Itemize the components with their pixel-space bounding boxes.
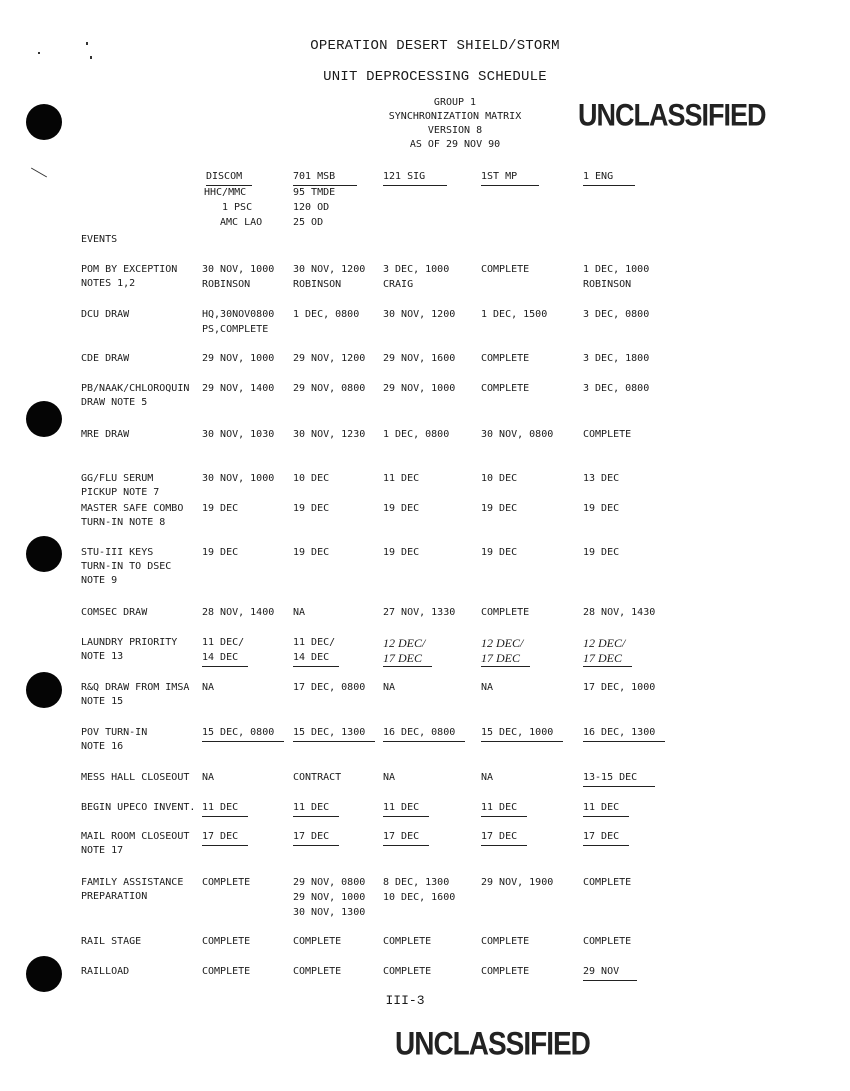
event-label: MAIL ROOM CLOSEOUT [81, 831, 190, 842]
schedule-cell: 17 DEC, 0800 [293, 682, 366, 693]
schedule-cell: 10 DEC [293, 473, 330, 484]
event-label: MRE DRAW [81, 429, 130, 440]
schedule-cell: 1 DEC, 0800 [383, 429, 450, 440]
event-label: NOTE 13 [81, 651, 124, 662]
schedule-cell: COMPLETE [481, 353, 530, 364]
schedule-cell: 12 DEC/ [481, 636, 524, 650]
schedule-cell: 30 NOV, 1000 [202, 264, 275, 275]
schedule-cell: COMPLETE [293, 966, 342, 977]
schedule-cell: 11 DEC [583, 801, 629, 817]
schedule-cell: 17 DEC [583, 651, 632, 667]
column-header: 1ST MP [481, 170, 539, 186]
event-label: R&Q DRAW FROM IMSA [81, 682, 190, 693]
schedule-cell: COMPLETE [481, 966, 530, 977]
column-subheader: AMC LAO [220, 217, 263, 228]
event-label: MESS HALL CLOSEOUT [81, 772, 190, 783]
event-label: BEGIN UPECO INVENT. [81, 802, 196, 813]
schedule-cell: 3 DEC, 0800 [583, 309, 650, 320]
schedule-cell: 12 DEC/ [383, 636, 426, 650]
schedule-cell: 30 NOV, 1200 [293, 264, 366, 275]
schedule-cell: 17 DEC [383, 651, 432, 667]
schedule-cell: 13 DEC [583, 473, 620, 484]
version-label: VERSION 8 [427, 125, 483, 136]
column-subheader: 1 PSC [222, 202, 253, 213]
schedule-cell: 3 DEC, 0800 [583, 383, 650, 394]
schedule-cell: 29 NOV, 0800 [293, 383, 366, 394]
schedule-cell: 12 DEC/ [583, 636, 626, 650]
schedule-cell: NA [202, 772, 215, 783]
schedule-cell: 19 DEC [293, 503, 330, 514]
punch-hole [26, 672, 62, 708]
schedule-cell: 27 NOV, 1330 [383, 607, 456, 618]
event-label: GG/FLU SERUM [81, 473, 154, 484]
punch-hole [26, 104, 62, 140]
schedule-cell: 29 NOV, 1900 [481, 877, 554, 888]
event-label: CDE DRAW [81, 353, 130, 364]
event-label: MASTER SAFE COMBO [81, 503, 184, 514]
schedule-cell: 11 DEC [481, 801, 527, 817]
schedule-cell: 29 NOV, 1000 [383, 383, 456, 394]
event-label: RAILLOAD [81, 966, 130, 977]
schedule-cell: 19 DEC [583, 547, 620, 558]
schedule-cell: NA [202, 682, 215, 693]
schedule-cell: ROBINSON [293, 279, 342, 290]
event-label: POV TURN-IN [81, 727, 148, 738]
schedule-cell: COMPLETE [383, 936, 432, 947]
schedule-cell: COMPLETE [481, 264, 530, 275]
page-number: III-3 [385, 993, 425, 1008]
schedule-cell: 29 NOV [583, 965, 637, 981]
schedule-cell: 17 DEC [293, 830, 339, 846]
schedule-cell: ROBINSON [202, 279, 251, 290]
schedule-cell: 30 NOV, 1200 [383, 309, 456, 320]
schedule-cell: COMPLETE [202, 936, 251, 947]
schedule-cell: 11 DEC/ [202, 637, 245, 648]
schedule-cell: 28 NOV, 1400 [202, 607, 275, 618]
schedule-cell: 11 DEC [293, 801, 339, 817]
schedule-cell: 14 DEC [293, 651, 339, 667]
schedule-cell: 29 NOV, 1600 [383, 353, 456, 364]
doc-title: OPERATION DESERT SHIELD/STORM [310, 38, 560, 54]
schedule-cell: 19 DEC [583, 503, 620, 514]
punch-hole [26, 536, 62, 572]
column-subheader: 120 OD [293, 202, 330, 213]
schedule-cell: 17 DEC [383, 830, 429, 846]
matrix-label: SYNCHRONIZATION MATRIX [388, 111, 522, 122]
schedule-cell: 19 DEC [293, 547, 330, 558]
schedule-cell: 1 DEC, 0800 [293, 309, 360, 320]
schedule-cell: COMPLETE [481, 383, 530, 394]
schedule-cell: 17 DEC, 1000 [583, 682, 656, 693]
schedule-cell: 3 DEC, 1000 [383, 264, 450, 275]
event-label: POM BY EXCEPTION [81, 264, 178, 275]
schedule-cell: 19 DEC [481, 547, 518, 558]
schedule-cell: 30 NOV, 0800 [481, 429, 554, 440]
schedule-cell: 15 DEC, 0800 [202, 726, 284, 742]
schedule-cell: 8 DEC, 1300 [383, 877, 450, 888]
schedule-cell: COMPLETE [583, 429, 632, 440]
schedule-cell: 11 DEC [383, 801, 429, 817]
column-header: 1 ENG [583, 170, 635, 186]
schedule-cell: NA [481, 772, 494, 783]
event-label: TURN-IN TO DSEC [81, 561, 172, 572]
schedule-cell: ROBINSON [583, 279, 632, 290]
schedule-cell: 19 DEC [202, 503, 239, 514]
column-header: 701 MSB [293, 170, 357, 186]
schedule-cell: HQ,30NOV0800 [202, 309, 275, 320]
schedule-cell: 19 DEC [202, 547, 239, 558]
schedule-cell: 16 DEC, 1300 [583, 726, 665, 742]
schedule-cell: 17 DEC [202, 830, 248, 846]
schedule-cell: 30 NOV, 1230 [293, 429, 366, 440]
event-label: PB/NAAK/CHLOROQUIN [81, 383, 190, 394]
schedule-cell: NA [383, 682, 396, 693]
schedule-cell: 29 NOV, 1000 [293, 892, 366, 903]
schedule-cell: 17 DEC [583, 830, 629, 846]
event-label: DRAW NOTE 5 [81, 397, 148, 408]
schedule-cell: NA [293, 607, 306, 618]
event-label: NOTE 16 [81, 741, 124, 752]
schedule-cell: 19 DEC [481, 503, 518, 514]
as-of-label: AS OF 29 NOV 90 [409, 139, 501, 150]
schedule-cell: 30 NOV, 1030 [202, 429, 275, 440]
schedule-cell: 15 DEC, 1300 [293, 726, 375, 742]
schedule-cell: CONTRACT [293, 772, 342, 783]
group-label: GROUP 1 [433, 97, 477, 108]
event-label: NOTE 17 [81, 845, 124, 856]
schedule-cell: COMPLETE [293, 936, 342, 947]
schedule-cell: 15 DEC, 1000 [481, 726, 563, 742]
scan-speck [31, 168, 47, 178]
doc-subtitle: UNIT DEPROCESSING SCHEDULE [323, 69, 547, 85]
event-label: STU-III KEYS [81, 547, 154, 558]
event-label: NOTE 15 [81, 696, 124, 707]
schedule-cell: 13-15 DEC [583, 771, 655, 787]
schedule-cell: 29 NOV, 1200 [293, 353, 366, 364]
schedule-cell: 30 NOV, 1000 [202, 473, 275, 484]
schedule-cell: 19 DEC [383, 547, 420, 558]
classification-stamp-top: UNCLASSIFIED [578, 97, 766, 133]
column-subheader: 25 OD [293, 217, 324, 228]
punch-hole [26, 401, 62, 437]
schedule-cell: 11 DEC/ [293, 637, 336, 648]
schedule-cell: 17 DEC [481, 651, 530, 667]
schedule-cell: COMPLETE [583, 936, 632, 947]
schedule-cell: 10 DEC, 1600 [383, 892, 456, 903]
event-label: LAUNDRY PRIORITY [81, 637, 178, 648]
events-label: EVENTS [81, 234, 118, 245]
schedule-cell: 30 NOV, 1300 [293, 907, 366, 918]
schedule-cell: PS,COMPLETE [202, 324, 269, 335]
column-subheader: HHC/MMC [204, 187, 247, 198]
schedule-cell: 1 DEC, 1000 [583, 264, 650, 275]
event-label: TURN-IN NOTE 8 [81, 517, 166, 528]
schedule-cell: COMPLETE [481, 607, 530, 618]
event-label: PICKUP NOTE 7 [81, 487, 160, 498]
schedule-cell: COMPLETE [383, 966, 432, 977]
schedule-cell: CRAIG [383, 279, 414, 290]
scan-speck [90, 56, 92, 59]
schedule-cell: 16 DEC, 0800 [383, 726, 465, 742]
schedule-cell: 29 NOV, 1400 [202, 383, 275, 394]
column-header: 121 SIG [383, 170, 447, 186]
schedule-cell: 14 DEC [202, 651, 248, 667]
classification-stamp-bottom: UNCLASSIFIED [395, 1025, 590, 1062]
column-subheader: 95 TMDE [293, 187, 336, 198]
column-header: DISCOM [206, 170, 252, 186]
event-label: COMSEC DRAW [81, 607, 148, 618]
event-label: FAMILY ASSISTANCE [81, 877, 184, 888]
schedule-cell: 11 DEC [383, 473, 420, 484]
schedule-cell: 11 DEC [202, 801, 248, 817]
schedule-cell: 28 NOV, 1430 [583, 607, 656, 618]
schedule-cell: 29 NOV, 1000 [202, 353, 275, 364]
schedule-cell: 10 DEC [481, 473, 518, 484]
schedule-cell: NA [383, 772, 396, 783]
schedule-cell: 17 DEC [481, 830, 527, 846]
schedule-cell: 19 DEC [383, 503, 420, 514]
event-label: NOTE 9 [81, 575, 118, 586]
event-label: PREPARATION [81, 891, 148, 902]
schedule-cell: COMPLETE [481, 936, 530, 947]
schedule-cell: COMPLETE [583, 877, 632, 888]
schedule-cell: 29 NOV, 0800 [293, 877, 366, 888]
event-label: NOTES 1,2 [81, 278, 136, 289]
schedule-cell: COMPLETE [202, 877, 251, 888]
schedule-cell: COMPLETE [202, 966, 251, 977]
schedule-cell: NA [481, 682, 494, 693]
event-label: DCU DRAW [81, 309, 130, 320]
schedule-cell: 3 DEC, 1800 [583, 353, 650, 364]
punch-hole [26, 956, 62, 992]
schedule-cell: 1 DEC, 1500 [481, 309, 548, 320]
event-label: RAIL STAGE [81, 936, 142, 947]
